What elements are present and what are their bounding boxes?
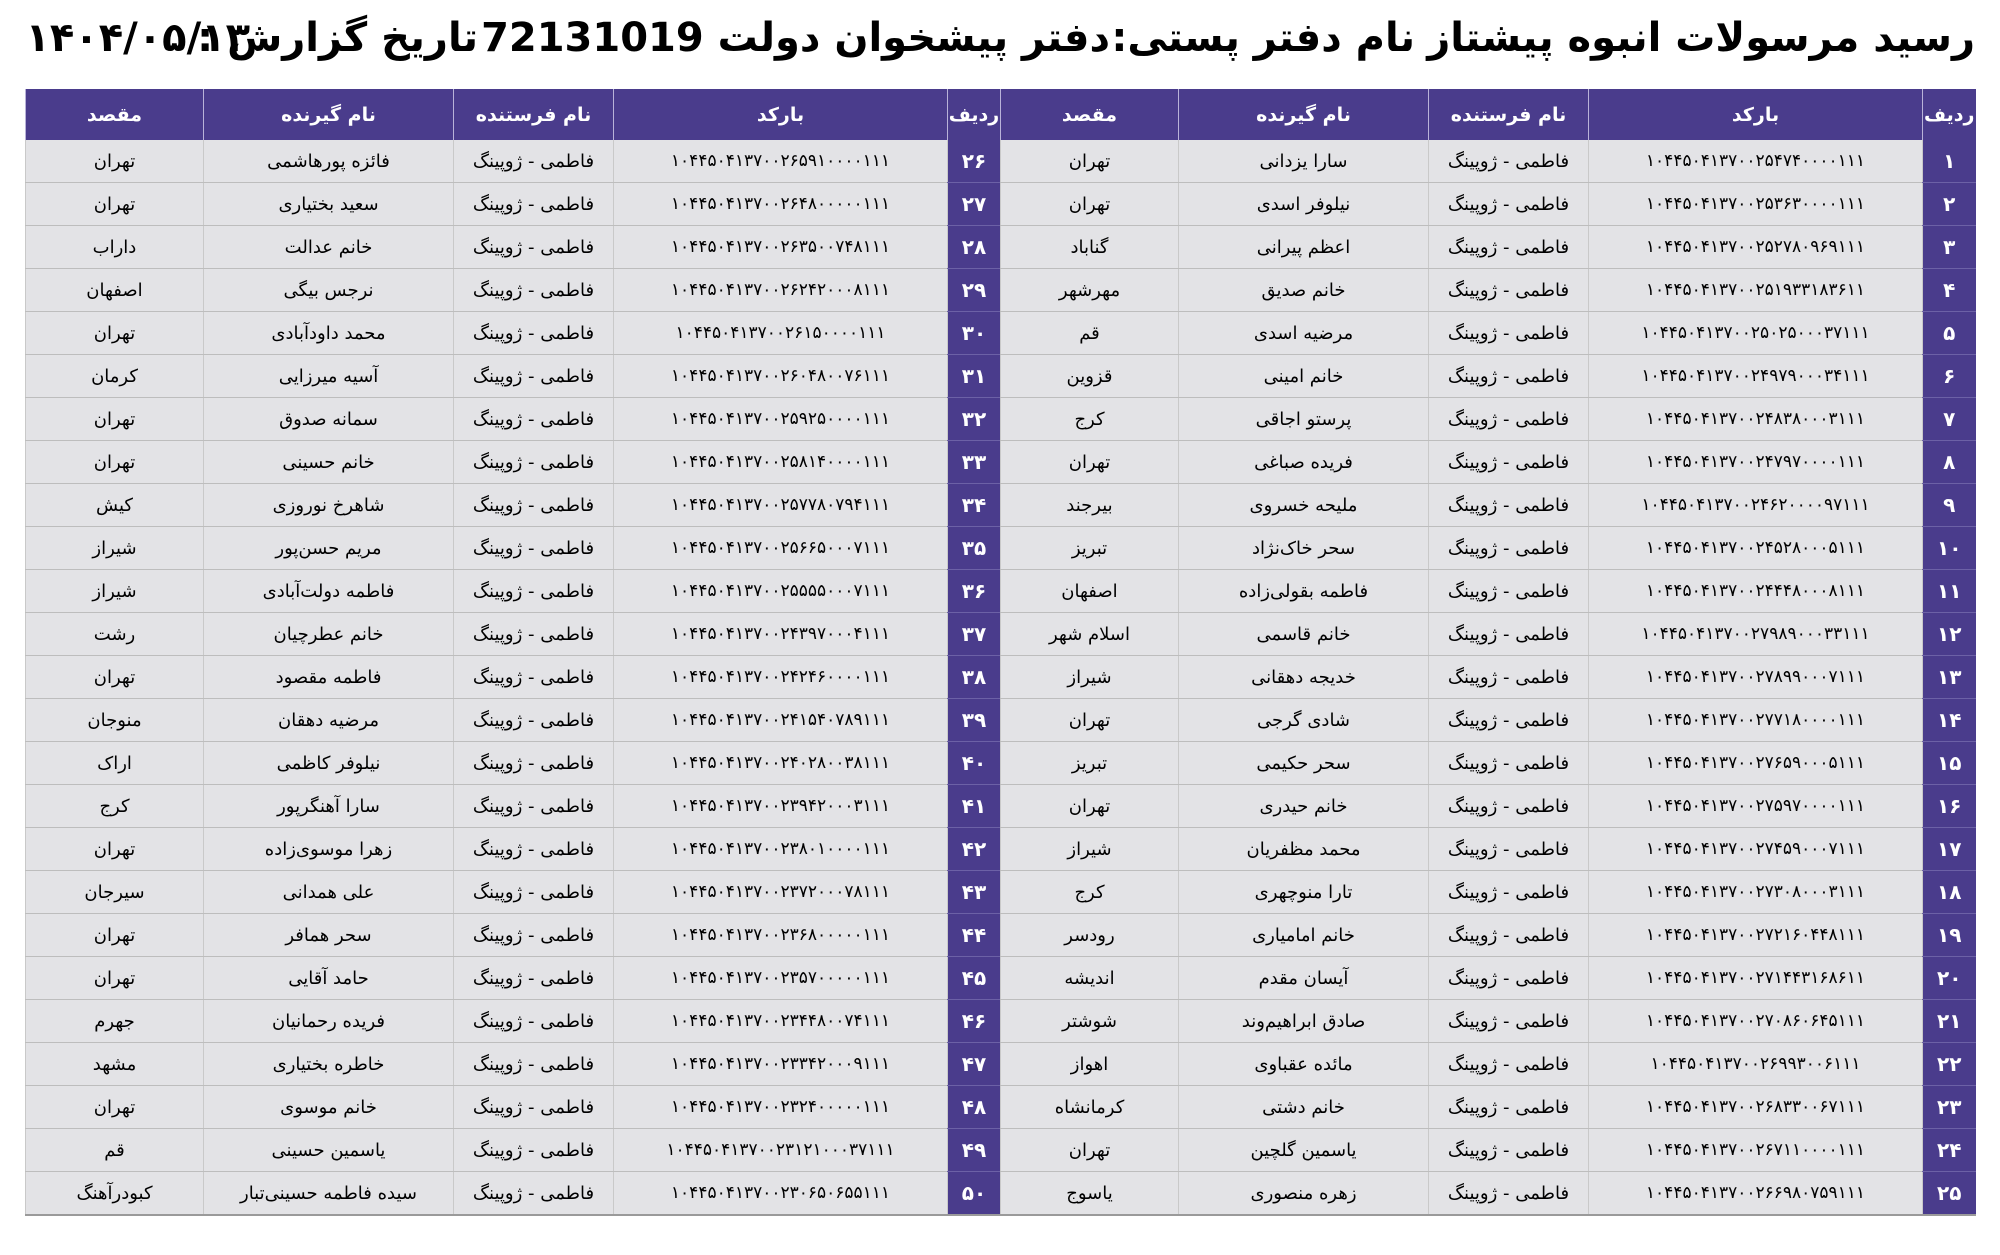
col-header-row-number: ردیف [1923, 89, 1976, 140]
destination-cell: شیراز [1001, 828, 1179, 871]
receiver-cell: سارا آهنگرپور [204, 785, 454, 828]
receiver-cell: نرجس بیگی [204, 269, 454, 312]
sender-cell: فاطمی - ژوپینگ [1429, 269, 1589, 312]
barcode-cell: ۱۰۴۴۵۰۴۱۳۷۰۰۲۵۴۷۴۰۰۰۰۱۱۱ [1589, 140, 1923, 183]
table-header-row [26, 89, 1976, 140]
destination-cell: تهران [26, 656, 204, 699]
table-row [26, 871, 1976, 914]
table-row [26, 785, 1976, 828]
destination-cell: گناباد [1001, 226, 1179, 269]
sender-cell: فاطمی - ژوپینگ [1429, 527, 1589, 570]
row-number-cell: ۳۰ [948, 312, 1001, 355]
barcode-cell: ۱۰۴۴۵۰۴۱۳۷۰۰۲۷۲۱۶۰۴۴۸۱۱۱ [1589, 914, 1923, 957]
sender-cell: فاطمی - ژوپینگ [1429, 785, 1589, 828]
destination-cell: یاسوج [1001, 1172, 1179, 1216]
sender-cell: فاطمی - ژوپینگ [454, 226, 614, 269]
receiver-cell: یاسمین گلچین [1179, 1129, 1429, 1172]
barcode-cell: ۱۰۴۴۵۰۴۱۳۷۰۰۲۵۱۹۳۳۱۸۳۶۱۱ [1589, 269, 1923, 312]
table-row [26, 527, 1976, 570]
receiver-cell: سارا یزدانی [1179, 140, 1429, 183]
receiver-cell: پرستو اجاقی [1179, 398, 1429, 441]
sender-cell: فاطمی - ژوپینگ [1429, 656, 1589, 699]
row-number-cell: ۲۱ [1923, 1000, 1976, 1043]
receiver-cell: خانم عطرچیان [204, 613, 454, 656]
sender-cell: فاطمی - ژوپینگ [454, 699, 614, 742]
destination-cell: جهرم [26, 1000, 204, 1043]
destination-cell: کرمان [26, 355, 204, 398]
col-header-destination: مقصد [1001, 89, 1179, 140]
receiver-cell: سحر همافر [204, 914, 454, 957]
sender-cell: فاطمی - ژوپینگ [1429, 484, 1589, 527]
barcode-cell: ۱۰۴۴۵۰۴۱۳۷۰۰۲۶۵۹۱۰۰۰۰۱۱۱ [614, 140, 948, 183]
table-row [26, 613, 1976, 656]
row-number-cell: ۳۲ [948, 398, 1001, 441]
destination-cell: تبریز [1001, 742, 1179, 785]
row-number-cell: ۱۱ [1923, 570, 1976, 613]
receiver-cell: علی همدانی [204, 871, 454, 914]
receiver-cell: فریده صباغی [1179, 441, 1429, 484]
destination-cell: اندیشه [1001, 957, 1179, 1000]
sender-cell: فاطمی - ژوپینگ [1429, 1172, 1589, 1216]
col-header-barcode: بارکد [614, 89, 948, 140]
table-row [26, 914, 1976, 957]
destination-cell: رشت [26, 613, 204, 656]
destination-cell: تبریز [1001, 527, 1179, 570]
barcode-cell: ۱۰۴۴۵۰۴۱۳۷۰۰۲۵۹۲۵۰۰۰۰۱۱۱ [614, 398, 948, 441]
receiver-cell: زهره منصوری [1179, 1172, 1429, 1216]
barcode-cell: ۱۰۴۴۵۰۴۱۳۷۰۰۲۳۸۰۱۰۰۰۰۱۱۱ [614, 828, 948, 871]
receiver-cell: اعظم پیرانی [1179, 226, 1429, 269]
row-number-cell: ۵۰ [948, 1172, 1001, 1216]
sender-cell: فاطمی - ژوپینگ [1429, 441, 1589, 484]
row-number-cell: ۲۰ [1923, 957, 1976, 1000]
row-number-cell: ۱۲ [1923, 613, 1976, 656]
sender-cell: فاطمی - ژوپینگ [1429, 226, 1589, 269]
row-number-cell: ۳۳ [948, 441, 1001, 484]
receiver-cell: مرضیه اسدی [1179, 312, 1429, 355]
sender-cell: فاطمی - ژوپینگ [454, 441, 614, 484]
receiver-cell: سعید بختیاری [204, 183, 454, 226]
sender-cell: فاطمی - ژوپینگ [1429, 1000, 1589, 1043]
table-row [26, 957, 1976, 1000]
receiver-cell: فاطمه بقولی‌زاده [1179, 570, 1429, 613]
destination-cell: تهران [26, 398, 204, 441]
table-row [26, 226, 1976, 269]
row-number-cell: ۴۰ [948, 742, 1001, 785]
barcode-cell: ۱۰۴۴۵۰۴۱۳۷۰۰۲۷۳۰۸۰۰۰۳۱۱۱ [1589, 871, 1923, 914]
barcode-cell: ۱۰۴۴۵۰۴۱۳۷۰۰۲۴۶۲۰۰۰۰۹۷۱۱۱ [1589, 484, 1923, 527]
office-name: دفتر پیشخوان دولت 72131019 [481, 15, 1110, 61]
table-row [26, 828, 1976, 871]
barcode-cell: ۱۰۴۴۵۰۴۱۳۷۰۰۲۳۵۷۰۰۰۰۰۱۱۱ [614, 957, 948, 1000]
destination-cell: اراک [26, 742, 204, 785]
row-number-cell: ۲۷ [948, 183, 1001, 226]
barcode-cell: ۱۰۴۴۵۰۴۱۳۷۰۰۲۶۱۵۰۰۰۰۱۱۱ [614, 312, 948, 355]
barcode-cell: ۱۰۴۴۵۰۴۱۳۷۰۰۲۳۲۴۰۰۰۰۰۱۱۱ [614, 1086, 948, 1129]
row-number-cell: ۱۳ [1923, 656, 1976, 699]
destination-cell: بیرجند [1001, 484, 1179, 527]
barcode-cell: ۱۰۴۴۵۰۴۱۳۷۰۰۲۳۱۲۱۰۰۰۳۷۱۱۱ [614, 1129, 948, 1172]
row-number-cell: ۳ [1923, 226, 1976, 269]
sender-cell: فاطمی - ژوپینگ [454, 140, 614, 183]
destination-cell: قم [1001, 312, 1179, 355]
receiver-cell: آیسان مقدم [1179, 957, 1429, 1000]
sender-cell: فاطمی - ژوپینگ [454, 484, 614, 527]
receiver-cell: فائزه پورهاشمی [204, 140, 454, 183]
row-number-cell: ۲۹ [948, 269, 1001, 312]
sender-cell: فاطمی - ژوپینگ [1429, 570, 1589, 613]
table-row [26, 269, 1976, 312]
receiver-cell: تارا منوچهری [1179, 871, 1429, 914]
row-number-cell: ۱۵ [1923, 742, 1976, 785]
destination-cell: مشهد [26, 1043, 204, 1086]
col-header-receiver: نام گیرنده [204, 89, 454, 140]
barcode-cell: ۱۰۴۴۵۰۴۱۳۷۰۰۲۵۵۵۵۰۰۰۷۱۱۱ [614, 570, 948, 613]
row-number-cell: ۴۶ [948, 1000, 1001, 1043]
table-row [26, 398, 1976, 441]
sender-cell: فاطمی - ژوپینگ [1429, 140, 1589, 183]
destination-cell: تهران [26, 957, 204, 1000]
sender-cell: فاطمی - ژوپینگ [454, 914, 614, 957]
destination-cell: شیراز [26, 527, 204, 570]
sender-cell: فاطمی - ژوپینگ [1429, 871, 1589, 914]
row-number-cell: ۲۴ [1923, 1129, 1976, 1172]
receiver-cell: یاسمین حسینی [204, 1129, 454, 1172]
destination-cell: تهران [26, 914, 204, 957]
sender-cell: فاطمی - ژوپینگ [454, 183, 614, 226]
receiver-cell: خانم عدالت [204, 226, 454, 269]
row-number-cell: ۴ [1923, 269, 1976, 312]
report-title: رسید مرسولات انبوه پیشتاز [1427, 15, 1975, 61]
destination-cell: تهران [1001, 1129, 1179, 1172]
table-row [26, 1086, 1976, 1129]
destination-cell: اهواز [1001, 1043, 1179, 1086]
row-number-cell: ۲۵ [1923, 1172, 1976, 1216]
barcode-cell: ۱۰۴۴۵۰۴۱۳۷۰۰۲۳۰۶۵۰۶۵۵۱۱۱ [614, 1172, 948, 1216]
col-header-barcode: بارکد [1589, 89, 1923, 140]
receiver-cell: حامد آقایی [204, 957, 454, 1000]
sender-cell: فاطمی - ژوپینگ [1429, 1086, 1589, 1129]
row-number-cell: ۴۸ [948, 1086, 1001, 1129]
sender-cell: فاطمی - ژوپینگ [1429, 355, 1589, 398]
receiver-cell: خانم امینی [1179, 355, 1429, 398]
table-row [26, 699, 1976, 742]
row-number-cell: ۱ [1923, 140, 1976, 183]
destination-cell: تهران [26, 441, 204, 484]
table-row [26, 1172, 1976, 1216]
row-number-cell: ۱۰ [1923, 527, 1976, 570]
destination-cell: تهران [26, 183, 204, 226]
destination-cell: مهرشهر [1001, 269, 1179, 312]
receiver-cell: فریده رحمانیان [204, 1000, 454, 1043]
receiver-cell: خانم قاسمی [1179, 613, 1429, 656]
sender-cell: فاطمی - ژوپینگ [454, 785, 614, 828]
sender-cell: فاطمی - ژوپینگ [454, 957, 614, 1000]
barcode-cell: ۱۰۴۴۵۰۴۱۳۷۰۰۲۶۲۴۲۰۰۰۸۱۱۱ [614, 269, 948, 312]
receiver-cell: محمد مظفریان [1179, 828, 1429, 871]
receiver-cell: سحر حکیمی [1179, 742, 1429, 785]
shipments-table-container [25, 89, 1975, 1216]
row-number-cell: ۱۹ [1923, 914, 1976, 957]
destination-cell: رودسر [1001, 914, 1179, 957]
shipments-table [25, 89, 1976, 1216]
barcode-cell: ۱۰۴۴۵۰۴۱۳۷۰۰۲۳۳۴۲۰۰۰۹۱۱۱ [614, 1043, 948, 1086]
receiver-cell: خانم امامیاری [1179, 914, 1429, 957]
barcode-cell: ۱۰۴۴۵۰۴۱۳۷۰۰۲۴۱۵۴۰۷۸۹۱۱۱ [614, 699, 948, 742]
barcode-cell: ۱۰۴۴۵۰۴۱۳۷۰۰۲۶۶۹۸۰۷۵۹۱۱۱ [1589, 1172, 1923, 1216]
receiver-cell: محمد داودآبادی [204, 312, 454, 355]
destination-cell: کیش [26, 484, 204, 527]
sender-cell: فاطمی - ژوپینگ [454, 1172, 614, 1216]
row-number-cell: ۴۱ [948, 785, 1001, 828]
destination-cell: شیراز [26, 570, 204, 613]
row-number-cell: ۲۶ [948, 140, 1001, 183]
destination-cell: تهران [26, 140, 204, 183]
destination-cell: تهران [26, 1086, 204, 1129]
sender-cell: فاطمی - ژوپینگ [1429, 1043, 1589, 1086]
row-number-cell: ۲ [1923, 183, 1976, 226]
destination-cell: سیرجان [26, 871, 204, 914]
sender-cell: فاطمی - ژوپینگ [1429, 699, 1589, 742]
sender-cell: فاطمی - ژوپینگ [454, 527, 614, 570]
sender-cell: فاطمی - ژوپینگ [1429, 914, 1589, 957]
col-header-destination: مقصد [26, 89, 204, 140]
receiver-cell: ملیحه خسروی [1179, 484, 1429, 527]
barcode-cell: ۱۰۴۴۵۰۴۱۳۷۰۰۲۷۸۹۹۰۰۰۷۱۱۱ [1589, 656, 1923, 699]
destination-cell: منوجان [26, 699, 204, 742]
col-header-sender: نام فرستنده [1429, 89, 1589, 140]
sender-cell: فاطمی - ژوپینگ [454, 398, 614, 441]
row-number-cell: ۷ [1923, 398, 1976, 441]
barcode-cell: ۱۰۴۴۵۰۴۱۳۷۰۰۲۵۸۱۴۰۰۰۰۱۱۱ [614, 441, 948, 484]
barcode-cell: ۱۰۴۴۵۰۴۱۳۷۰۰۲۷۶۵۹۰۰۰۵۱۱۱ [1589, 742, 1923, 785]
table-row [26, 656, 1976, 699]
destination-cell: تهران [26, 312, 204, 355]
report-date-label: تاریخ گزارش : [197, 15, 478, 61]
sender-cell: فاطمی - ژوپینگ [454, 828, 614, 871]
barcode-cell: ۱۰۴۴۵۰۴۱۳۷۰۰۲۷۰۸۶۰۶۴۵۱۱۱ [1589, 1000, 1923, 1043]
sender-cell: فاطمی - ژوپینگ [1429, 183, 1589, 226]
barcode-cell: ۱۰۴۴۵۰۴۱۳۷۰۰۲۵۰۲۵۰۰۰۳۷۱۱۱ [1589, 312, 1923, 355]
sender-cell: فاطمی - ژوپینگ [454, 742, 614, 785]
row-number-cell: ۴۵ [948, 957, 1001, 1000]
destination-cell: کرمانشاه [1001, 1086, 1179, 1129]
sender-cell: فاطمی - ژوپینگ [454, 269, 614, 312]
row-number-cell: ۴۷ [948, 1043, 1001, 1086]
row-number-cell: ۶ [1923, 355, 1976, 398]
receiver-cell: خدیجه دهقانی [1179, 656, 1429, 699]
sender-cell: فاطمی - ژوپینگ [454, 1129, 614, 1172]
col-header-sender: نام فرستنده [454, 89, 614, 140]
receiver-cell: مریم حسن‌پور [204, 527, 454, 570]
barcode-cell: ۱۰۴۴۵۰۴۱۳۷۰۰۲۵۷۷۸۰۷۹۴۱۱۱ [614, 484, 948, 527]
barcode-cell: ۱۰۴۴۵۰۴۱۳۷۰۰۲۶۸۳۳۰۰۶۷۱۱۱ [1589, 1086, 1923, 1129]
sender-cell: فاطمی - ژوپینگ [454, 1043, 614, 1086]
barcode-cell: ۱۰۴۴۵۰۴۱۳۷۰۰۲۶۰۴۸۰۰۷۶۱۱۱ [614, 355, 948, 398]
barcode-cell: ۱۰۴۴۵۰۴۱۳۷۰۰۲۶۹۹۳۰۰۶۱۱۱ [1589, 1043, 1923, 1086]
receiver-cell: فاطمه مقصود [204, 656, 454, 699]
sender-cell: فاطمی - ژوپینگ [454, 871, 614, 914]
sender-cell: فاطمی - ژوپینگ [454, 570, 614, 613]
destination-cell: کرج [26, 785, 204, 828]
sender-cell: فاطمی - ژوپینگ [454, 355, 614, 398]
sender-cell: فاطمی - ژوپینگ [1429, 312, 1589, 355]
receiver-cell: خانم صدیق [1179, 269, 1429, 312]
destination-cell: اسلام شهر [1001, 613, 1179, 656]
row-number-cell: ۱۴ [1923, 699, 1976, 742]
row-number-cell: ۵ [1923, 312, 1976, 355]
row-number-cell: ۳۵ [948, 527, 1001, 570]
sender-cell: فاطمی - ژوپینگ [454, 613, 614, 656]
barcode-cell: ۱۰۴۴۵۰۴۱۳۷۰۰۲۳۹۴۲۰۰۰۳۱۱۱ [614, 785, 948, 828]
report-header [25, 0, 1975, 82]
col-header-receiver: نام گیرنده [1179, 89, 1429, 140]
row-number-cell: ۳۱ [948, 355, 1001, 398]
barcode-cell: ۱۰۴۴۵۰۴۱۳۷۰۰۲۴۲۴۶۰۰۰۰۱۱۱ [614, 656, 948, 699]
barcode-cell: ۱۰۴۴۵۰۴۱۳۷۰۰۲۳۴۴۸۰۰۷۴۱۱۱ [614, 1000, 948, 1043]
receiver-cell: خانم دشتی [1179, 1086, 1429, 1129]
row-number-cell: ۲۳ [1923, 1086, 1976, 1129]
receiver-cell: خانم حسینی [204, 441, 454, 484]
receiver-cell: مرضیه دهقان [204, 699, 454, 742]
row-number-cell: ۲۲ [1923, 1043, 1976, 1086]
row-number-cell: ۳۴ [948, 484, 1001, 527]
receiver-cell: خانم موسوی [204, 1086, 454, 1129]
sender-cell: فاطمی - ژوپینگ [1429, 398, 1589, 441]
row-number-cell: ۴۳ [948, 871, 1001, 914]
sender-cell: فاطمی - ژوپینگ [1429, 957, 1589, 1000]
row-number-cell: ۳۷ [948, 613, 1001, 656]
table-row [26, 484, 1976, 527]
barcode-cell: ۱۰۴۴۵۰۴۱۳۷۰۰۲۷۱۴۴۳۱۶۸۶۱۱ [1589, 957, 1923, 1000]
destination-cell: تهران [1001, 785, 1179, 828]
barcode-cell: ۱۰۴۴۵۰۴۱۳۷۰۰۲۵۲۷۸۰۹۶۹۱۱۱ [1589, 226, 1923, 269]
barcode-cell: ۱۰۴۴۵۰۴۱۳۷۰۰۲۳۷۲۰۰۰۷۸۱۱۱ [614, 871, 948, 914]
row-number-cell: ۳۹ [948, 699, 1001, 742]
row-number-cell: ۹ [1923, 484, 1976, 527]
receiver-cell: صادق ابراهیم‌وند [1179, 1000, 1429, 1043]
barcode-cell: ۱۰۴۴۵۰۴۱۳۷۰۰۲۴۳۹۷۰۰۰۴۱۱۱ [614, 613, 948, 656]
barcode-cell: ۱۰۴۴۵۰۴۱۳۷۰۰۲۷۹۸۹۰۰۰۳۳۱۱۱ [1589, 613, 1923, 656]
destination-cell: اصفهان [1001, 570, 1179, 613]
row-number-cell: ۴۴ [948, 914, 1001, 957]
sender-cell: فاطمی - ژوپینگ [454, 1086, 614, 1129]
receiver-cell: سیده فاطمه حسینی‌تبار [204, 1172, 454, 1216]
barcode-cell: ۱۰۴۴۵۰۴۱۳۷۰۰۲۵۶۶۵۰۰۰۷۱۱۱ [614, 527, 948, 570]
receiver-cell: شاهرخ نوروزی [204, 484, 454, 527]
table-row [26, 441, 1976, 484]
destination-cell: کرج [1001, 398, 1179, 441]
report-date: ۱۴۰۴/۰۵/۱۳ [25, 15, 250, 61]
destination-cell: تهران [1001, 699, 1179, 742]
table-row [26, 140, 1976, 183]
destination-cell: کبودرآهنگ [26, 1172, 204, 1216]
row-number-cell: ۴۲ [948, 828, 1001, 871]
table-row [26, 183, 1976, 226]
table-row [26, 355, 1976, 398]
row-number-cell: ۲۸ [948, 226, 1001, 269]
barcode-cell: ۱۰۴۴۵۰۴۱۳۷۰۰۲۴۷۹۷۰۰۰۰۱۱۱ [1589, 441, 1923, 484]
row-number-cell: ۸ [1923, 441, 1976, 484]
barcode-cell: ۱۰۴۴۵۰۴۱۳۷۰۰۲۴۴۴۸۰۰۰۸۱۱۱ [1589, 570, 1923, 613]
receiver-cell: مائده عقباوی [1179, 1043, 1429, 1086]
destination-cell: شوشتر [1001, 1000, 1179, 1043]
sender-cell: فاطمی - ژوپینگ [1429, 1129, 1589, 1172]
table-row [26, 312, 1976, 355]
receiver-cell: سحر خاک‌نژاد [1179, 527, 1429, 570]
receiver-cell: شادی گرجی [1179, 699, 1429, 742]
barcode-cell: ۱۰۴۴۵۰۴۱۳۷۰۰۲۴۵۲۸۰۰۰۵۱۱۱ [1589, 527, 1923, 570]
sender-cell: فاطمی - ژوپینگ [454, 312, 614, 355]
sender-cell: فاطمی - ژوپینگ [1429, 613, 1589, 656]
barcode-cell: ۱۰۴۴۵۰۴۱۳۷۰۰۲۶۳۵۰۰۷۴۸۱۱۱ [614, 226, 948, 269]
row-number-cell: ۴۹ [948, 1129, 1001, 1172]
table-row [26, 1043, 1976, 1086]
receiver-cell: خاطره بختیاری [204, 1043, 454, 1086]
barcode-cell: ۱۰۴۴۵۰۴۱۳۷۰۰۲۴۹۷۹۰۰۰۳۴۱۱۱ [1589, 355, 1923, 398]
destination-cell: شیراز [1001, 656, 1179, 699]
receiver-cell: فاطمه دولت‌آبادی [204, 570, 454, 613]
barcode-cell: ۱۰۴۴۵۰۴۱۳۷۰۰۲۷۷۱۸۰۰۰۰۱۱۱ [1589, 699, 1923, 742]
office-label: نام دفتر پستی: [1111, 15, 1415, 61]
destination-cell: تهران [1001, 441, 1179, 484]
receiver-cell: سمانه صدوق [204, 398, 454, 441]
destination-cell: تهران [1001, 140, 1179, 183]
destination-cell: کرج [1001, 871, 1179, 914]
table-row [26, 742, 1976, 785]
receiver-cell: نیلوفر اسدی [1179, 183, 1429, 226]
barcode-cell: ۱۰۴۴۵۰۴۱۳۷۰۰۲۷۴۵۹۰۰۰۷۱۱۱ [1589, 828, 1923, 871]
table-body [26, 140, 1976, 1215]
row-number-cell: ۳۶ [948, 570, 1001, 613]
row-number-cell: ۳۸ [948, 656, 1001, 699]
receiver-cell: نیلوفر کاظمی [204, 742, 454, 785]
sender-cell: فاطمی - ژوپینگ [454, 1000, 614, 1043]
destination-cell: داراب [26, 226, 204, 269]
sender-cell: فاطمی - ژوپینگ [454, 656, 614, 699]
barcode-cell: ۱۰۴۴۵۰۴۱۳۷۰۰۲۴۸۳۸۰۰۰۳۱۱۱ [1589, 398, 1923, 441]
receiver-cell: خانم حیدری [1179, 785, 1429, 828]
barcode-cell: ۱۰۴۴۵۰۴۱۳۷۰۰۲۶۴۸۰۰۰۰۰۱۱۱ [614, 183, 948, 226]
receiver-cell: زهرا موسوی‌زاده [204, 828, 454, 871]
destination-cell: قزوین [1001, 355, 1179, 398]
row-number-cell: ۱۸ [1923, 871, 1976, 914]
destination-cell: اصفهان [26, 269, 204, 312]
barcode-cell: ۱۰۴۴۵۰۴۱۳۷۰۰۲۵۳۶۳۰۰۰۰۱۱۱ [1589, 183, 1923, 226]
row-number-cell: ۱۶ [1923, 785, 1976, 828]
barcode-cell: ۱۰۴۴۵۰۴۱۳۷۰۰۲۶۷۱۱۰۰۰۰۱۱۱ [1589, 1129, 1923, 1172]
barcode-cell: ۱۰۴۴۵۰۴۱۳۷۰۰۲۳۶۸۰۰۰۰۰۱۱۱ [614, 914, 948, 957]
row-number-cell: ۱۷ [1923, 828, 1976, 871]
receiver-cell: آسیه میرزایی [204, 355, 454, 398]
destination-cell: تهران [26, 828, 204, 871]
barcode-cell: ۱۰۴۴۵۰۴۱۳۷۰۰۲۷۵۹۷۰۰۰۰۱۱۱ [1589, 785, 1923, 828]
destination-cell: قم [26, 1129, 204, 1172]
barcode-cell: ۱۰۴۴۵۰۴۱۳۷۰۰۲۴۰۲۸۰۰۳۸۱۱۱ [614, 742, 948, 785]
table-row [26, 570, 1976, 613]
sender-cell: فاطمی - ژوپینگ [1429, 828, 1589, 871]
col-header-row-number: ردیف [948, 89, 1001, 140]
sender-cell: فاطمی - ژوپینگ [1429, 742, 1589, 785]
table-row [26, 1129, 1976, 1172]
table-row [26, 1000, 1976, 1043]
destination-cell: تهران [1001, 183, 1179, 226]
